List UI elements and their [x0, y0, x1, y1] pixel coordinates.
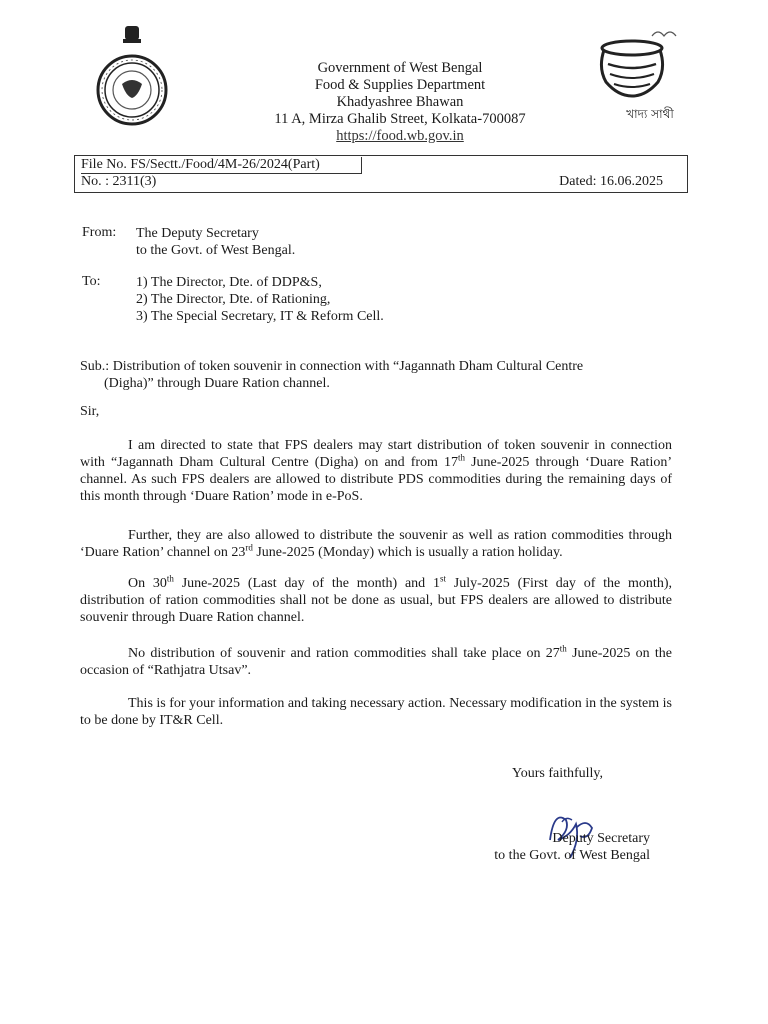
- to-label: To:: [82, 274, 101, 289]
- paragraph-5: This is for your information and taking necessary action. Necessary modification in the system is to be done by IT&R Cell.: [80, 696, 672, 728]
- paragraph-1: I am directed to state that FPS dealers may start distribution of token souvenir in connection with “Jagannath Dham Cultural Centre (Digha) on and from 17th June-2025 through ‘Duare Ration’ channel. As such FPS dealers are allowed to distribute PDS commodities during the remaining days of this month through ‘Duare Ration’ mode in e-PoS.: [80, 438, 673, 504]
- signatory-organisation: to the Govt. of West Bengal: [494, 848, 650, 863]
- header-building: Khadyashree Bhawan: [336, 94, 464, 110]
- paragraph-4: No distribution of souvenir and ration commodities shall take place on 27th June-2025 on the occasion of “Rathjatra Utsav”.: [80, 643, 672, 678]
- to-block: [136, 274, 384, 325]
- subject-line-1: Distribution of token souvenir in connection with “Jagannath Dham Cultural Centre: [112, 359, 584, 374]
- subject-block: [80, 358, 680, 392]
- paragraph-2: Further, they are also allowed to distribute the souvenir as well as ration commodities through ‘Duare Ration’ channel on 23rd June-2025 (Monday) which is usually a ration holiday.: [80, 528, 672, 560]
- signature-block: [474, 830, 650, 864]
- subject-line-2: (Digha)” through Duare Ration channel.: [104, 376, 330, 391]
- header-department: Food & Supplies Department: [314, 77, 486, 93]
- letter-date: Dated: 16.06.2025: [559, 174, 663, 189]
- header-government: Government of West Bengal: [317, 60, 483, 76]
- subject-label: Sub.:: [80, 359, 110, 374]
- to-item: 2) The Director, Dte. of Rationing,: [136, 292, 331, 307]
- from-block: [136, 225, 295, 259]
- from-line-2: to the Govt. of West Bengal.: [136, 243, 296, 258]
- pot-icon: [592, 26, 692, 122]
- from-line-1: The Deputy Secretary: [136, 226, 259, 241]
- paragraph-3: On 30th June-2025 (Last day of the month) and 1st July-2025 (First day of the month), distribution of ration commodities shall not be done as usual, but FPS dealers are allowed to distribute souvenir through Duare Ration channel.: [80, 573, 672, 625]
- letterhead: [200, 60, 600, 145]
- closing-yours-faithfully: Yours faithfully,: [512, 766, 604, 781]
- memo-number: No. : 2311(3): [81, 174, 157, 189]
- file-number-box: [74, 155, 688, 193]
- salutation: Sir,: [80, 404, 100, 419]
- header-address: 11 A, Mirza Ghalib Street, Kolkata-700087: [274, 111, 526, 127]
- to-item: 3) The Special Secretary, IT & Reform Cell.: [136, 309, 384, 324]
- header-website-link[interactable]: https://food.wb.gov.in: [336, 128, 464, 144]
- from-label: From:: [82, 225, 117, 240]
- to-item: 1) The Director, Dte. of DDP&S,: [136, 275, 322, 290]
- seal-icon: [82, 22, 182, 132]
- pot-logo-text: খাদ্য সাথী: [626, 107, 674, 121]
- file-number: File No. FS/Sectt./Food/4M-26/2024(Part): [81, 157, 362, 174]
- signatory-designation: Deputy Secretary: [552, 831, 650, 846]
